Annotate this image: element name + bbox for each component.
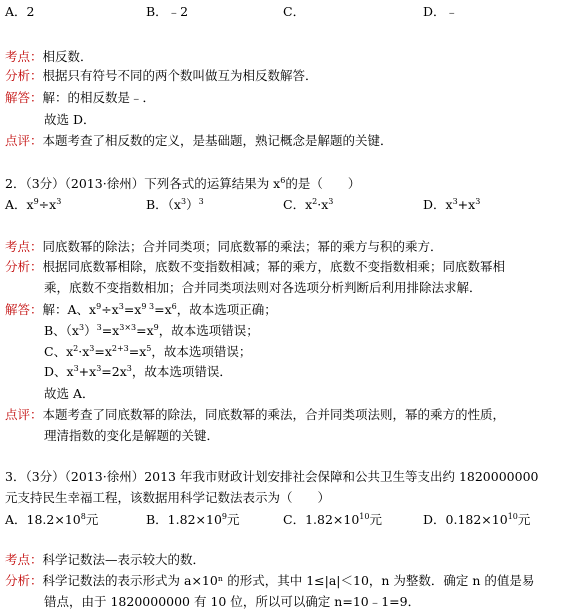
q3-stem-2: 元支持民生幸福工程，该数据用科学记数法表示为（ ） [5,490,331,505]
fenxi-label: 分析 [5,68,31,83]
q1-dianping-line: 点评：本题考查了相反数的定义，是基础题，熟记概念是解题的关键． [5,133,393,148]
q1-kaodian-text: 相反数． [42,49,93,64]
q3-option-d: D．$0.182\times 10^{10}$元 [423,512,531,527]
q1-kaodian-line: 考点：相反数． [5,49,93,64]
q2-option-a: A．$x^9\div x^3$ [5,197,62,212]
q1-fenxi-line: 分析：根据只有符号不同的两个数叫做互为相反数解答． [5,68,318,83]
q2-option-b: B．$(x^3)^3$ [146,197,204,212]
q2-kaodian-line: 考点：同底数幂的除法；合并同类项；同底数幂的乘法；幂的乘方与积的乘方． [5,239,443,254]
q2-fenxi-text-2: 乘，底数不变指数相加；合并同类项法则对各选项分析判断后利用排除法求解． [44,280,482,295]
q3-stem-1: 3．（3分）（2013·徐州）2013 年我市财政计划安排社会保障和公共卫生等支出约 1820000000 [5,469,539,484]
q1-option-c: C． [283,4,306,19]
q2-jieda-line-c: C、$x^2\cdot x^3=x^{2+3}=x^5$，故本选项错误； [44,344,252,359]
q3-fenxi-text-2: 错点，由于 1820000000 有 10 位，所以可以确定 n=10﹣1=9． [44,594,421,609]
q1-jieda-text: 解：的相反数是﹣． [42,90,156,105]
q1-jieda-line: 解答：解：的相反数是﹣． [5,90,156,105]
q2-jieda-line-b: B、$(x^3)^3=x^{3\times 3}=x^9$，故本选项错误； [44,323,259,338]
q2-dianping-text-2: 理清指数的变化是解题的关键． [44,428,220,443]
q2-dianping-line: 点评：本题考查了同底数幂的除法，同底数幂的乘法，合并同类项法则，幂的乘方的性质， [5,407,506,422]
kaodian-label: 考点 [5,49,31,64]
q1-option-d: D．﹣ [423,4,459,19]
q2-fenxi-line: 分析：根据同底数幂相除，底数不变指数相减；幂的乘方，底数不变指数相乘；同底数幂相 [5,259,506,274]
q2-dianping-text-1: 本题考查了同底数幂的除法，同底数幂的乘法，合并同类项法则，幂的乘方的性质， [42,407,506,422]
q2-jieda-line-a: 解答：解：A、$x^9\div x^3=x^{9 3}=x^6$，故本选项正确； [5,302,277,317]
q3-option-a: A．$18.2\times 10^8$元 [5,512,99,527]
q3-option-c: C．$1.82\times 10^{10}$元 [283,512,382,527]
q3-option-b: B．$1.82\times 10^9$元 [146,512,240,527]
q3-kaodian-text: 科学记数法—表示较大的数． [42,552,206,567]
q2-stem: 2．（3分）（2013·徐州）下列各式的运算结果为 $x^6$的是（ ） [5,176,361,191]
q2-jieda-line-d: D、$x^3+x^3=2x^3$，故本选项错误． [44,364,232,379]
q1-option-b: B．﹣2 [146,4,189,19]
q3-fenxi-text-1: 科学记数法的表示形式为 a×10ⁿ 的形式，其中 1≤|a|＜10，n 为整数．确定 n 的值是易 [42,573,535,588]
q2-option-d: D．$x^3+x^3$ [423,197,481,212]
jieda-label: 解答 [5,90,31,105]
q1-jieda-answer: 故选 D． [44,112,96,127]
q2-jieda-answer: 故选 A． [44,386,95,401]
q2-option-c: C．$x^2\cdot x^3$ [283,197,334,212]
q1-option-a: A．2 [5,4,35,19]
q1-fenxi-text: 根据只有符号不同的两个数叫做互为相反数解答． [42,68,318,83]
q1-dianping-text: 本题考查了相反数的定义，是基础题，熟记概念是解题的关键． [42,133,393,148]
q3-fenxi-line: 分析：科学记数法的表示形式为 a×10ⁿ 的形式，其中 1≤|a|＜10，n 为整数．确定 n 的值是易 [5,573,535,588]
q2-fenxi-text-1: 根据同底数幂相除，底数不变指数相减；幂的乘方，底数不变指数相乘；同底数幂相 [42,259,506,274]
dianping-label: 点评 [5,133,31,148]
q3-kaodian-line: 考点：科学记数法—表示较大的数． [5,552,206,567]
q2-kaodian-text: 同底数幂的除法；合并同类项；同底数幂的乘法；幂的乘方与积的乘方． [42,239,443,254]
